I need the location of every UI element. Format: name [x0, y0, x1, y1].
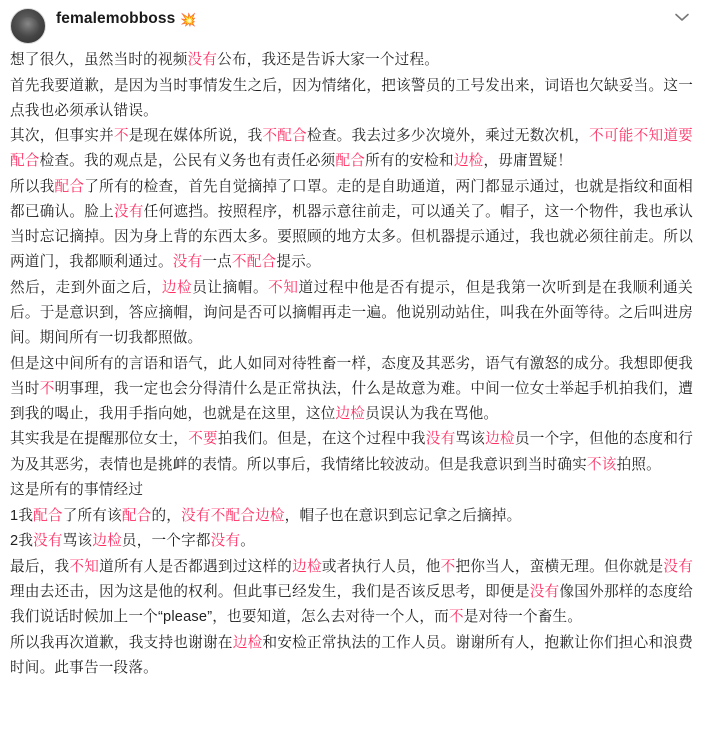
- highlighted-text: 边检: [453, 153, 484, 170]
- highlighted-text: 没有: [425, 431, 456, 448]
- highlighted-text: 不知: [268, 279, 299, 296]
- paragraph-text: 其实我是在提醒那位女士，: [10, 431, 189, 448]
- paragraph-text: 首先我要道歉，是因为当时事情发生之后，因为情绪化，把该警员的工号发出来，词语也欠缺妥当。这一点我也必须承认错误。: [10, 77, 693, 119]
- paragraph-text: 任何遮挡。按照程序，机器示意往前走，可以通关了。帽子，这一个物件，我也承认当时忘记摘掉。因为身上背的东西太多。要照顾的地方太多。但机器提示通过，我也就必须往前走。所以两道门，我都顺利通过。: [10, 204, 694, 271]
- highlighted-text: 没有: [529, 583, 560, 600]
- post-header: [10, 8, 693, 42]
- paragraph-text: 骂该: [62, 533, 93, 550]
- post-paragraph: [10, 74, 693, 124]
- post-paragraph: [10, 529, 693, 554]
- paragraph-text: 理由去还击，因为这是他的权利。但此事已经发生，我们是否该反思考，即便是: [10, 583, 530, 600]
- post-paragraph: [10, 427, 693, 477]
- paragraph-text: 的，: [151, 507, 182, 524]
- paragraph-text: 其次，但事实并: [10, 128, 114, 145]
- paragraph-text: 一点: [202, 254, 232, 271]
- highlighted-text: 不知: [69, 558, 100, 575]
- paragraph-text: 然后，走到外面之后，: [10, 279, 162, 296]
- paragraph-text: 检查。我去过多少次境外，乘过无数次机，: [306, 128, 590, 145]
- username-row: [56, 9, 197, 29]
- post-paragraph: [10, 504, 693, 529]
- paragraph-text: 像国外那样的态度给我们说话时候加上一个“please”，也要知道，怎么去对待一个人，而: [10, 583, 693, 626]
- highlighted-text: 没有: [172, 254, 203, 271]
- paragraph-text: 2我: [10, 533, 34, 550]
- verified-badge-icon: 💥: [180, 11, 197, 27]
- highlighted-text: 不配合: [231, 254, 277, 271]
- paragraph-text: 把你当人，蛮横无理。但你就是: [455, 558, 664, 575]
- highlighted-text: 边检: [92, 533, 122, 550]
- highlighted-text: 没有: [187, 52, 218, 68]
- highlighted-text: 边检: [485, 431, 515, 448]
- highlighted-text: 不可能: [589, 128, 634, 145]
- post-paragraph: [10, 175, 693, 275]
- highlighted-text: 不要: [188, 431, 218, 448]
- highlighted-text: 不配合: [262, 128, 307, 145]
- post-body: [10, 48, 693, 681]
- paragraph-text: 。: [240, 533, 256, 550]
- paragraph-text: 了所有的检查，首先自觉摘掉了口罩。走的是自助通道，两门都显示通过，也就是指纹和面相都已确认。脸上: [10, 178, 693, 221]
- highlighted-text: 配合: [121, 507, 152, 524]
- highlighted-text: 配合: [10, 153, 40, 170]
- paragraph-text: 检查。我的观点是，公民有义务也有责任必须: [39, 153, 336, 170]
- highlighted-text: 配合: [33, 507, 63, 524]
- highlighted-text: 不该: [586, 456, 617, 473]
- paragraph-text: 所以我: [10, 178, 55, 195]
- post-paragraph: [10, 631, 693, 681]
- paragraph-text: 道所有人是否都遇到过这样的: [99, 558, 293, 575]
- paragraph-text: 提示。: [276, 254, 321, 271]
- paragraph-text: 了所有该: [62, 507, 122, 524]
- highlighted-text: 不配合边检: [210, 507, 285, 524]
- paragraph-text: 员一个字，但他的态度和行为及其恶劣，表情也是挑衅的表情。所以事后，我情绪比较波动。但是我意识到当时确实: [10, 431, 693, 473]
- paragraph-text: 是对待一个畜生。: [463, 609, 583, 626]
- username[interactable]: femalemobboss: [56, 10, 176, 27]
- highlighted-text: 没有: [33, 533, 63, 550]
- paragraph-text: 是现在媒体所说，我: [128, 128, 263, 145]
- post-paragraph: [10, 124, 693, 174]
- paragraph-text: 员，一个字都: [121, 533, 211, 550]
- paragraph-text: 但是这中间所有的言语和语气，此人如同对待牲畜一样，态度及其恶劣，语气有激怒的成分。我想即便我当时: [10, 355, 693, 397]
- paragraph-text: 和安检正常执法的工作人员。谢谢所有人，抱歉让你们担心和浪费时间。此事告一段落。: [10, 634, 693, 676]
- highlighted-text: 不知道要: [633, 128, 693, 145]
- highlighted-text: 没有: [113, 204, 144, 221]
- paragraph-text: 道过程中他是否有提示，但是我第一次听到是在我顺利通关后。于是意识到，答应摘帽，询问是否可以摘帽再走一遍。他说别动站住，叫我在外面等待。之后叫进房间。期间所有一切我都照做。: [10, 279, 693, 347]
- paragraph-text: ，毋庸置疑！: [483, 153, 573, 170]
- paragraph-text: 最后，我: [10, 558, 70, 575]
- highlighted-text: 不: [448, 609, 464, 626]
- paragraph-text: ，帽子也在意识到忘记拿之后摘掉。: [284, 507, 522, 524]
- highlighted-text: 没有: [181, 507, 211, 524]
- paragraph-text: 或者执行人员，他: [321, 558, 441, 575]
- paragraph-text: 拍我们。但是，在这个过程中我: [217, 431, 426, 448]
- highlighted-text: 边检: [232, 634, 263, 651]
- paragraph-text: 员误认为我在骂他。: [365, 405, 499, 422]
- paragraph-text: 明事理，我一定也会分得清什么是正常执法，什么是故意为难。中间一位女士举起手机拍我们，遭到我的喝止，我用手指向她，也就是在这里，这位: [10, 380, 694, 422]
- paragraph-text: 员让摘帽。: [192, 279, 269, 296]
- highlighted-text: 边检: [292, 558, 322, 575]
- paragraph-text: 1我: [10, 507, 34, 524]
- paragraph-text: 所有的安检和: [365, 153, 454, 170]
- post-paragraph: [10, 276, 693, 351]
- paragraph-text: 骂该: [455, 431, 486, 448]
- paragraph-text: 公布，我还是告诉大家一个过程。: [217, 52, 440, 68]
- chevron-down-icon[interactable]: [671, 6, 693, 28]
- highlighted-text: 没有: [663, 558, 693, 575]
- post-paragraph: [10, 555, 693, 630]
- paragraph-text: 拍照。: [616, 456, 661, 473]
- avatar[interactable]: [10, 8, 46, 44]
- highlighted-text: 不: [440, 558, 456, 575]
- highlighted-text: 配合: [54, 178, 85, 195]
- paragraph-text: 这是所有的事情经过: [10, 482, 144, 499]
- post-paragraph: [10, 352, 693, 427]
- post-paragraph: [10, 48, 693, 73]
- paragraph-text: 想了很久，虽然当时的视频: [10, 52, 188, 68]
- highlighted-text: 不: [39, 380, 55, 397]
- highlighted-text: 不: [113, 128, 129, 145]
- highlighted-text: 配合: [335, 153, 366, 170]
- highlighted-text: 没有: [210, 533, 241, 550]
- highlighted-text: 边检: [335, 405, 366, 422]
- paragraph-text: 所以我再次道歉，我支持也谢谢在: [10, 634, 233, 651]
- highlighted-text: 边检: [161, 279, 193, 296]
- post-paragraph: [10, 478, 693, 503]
